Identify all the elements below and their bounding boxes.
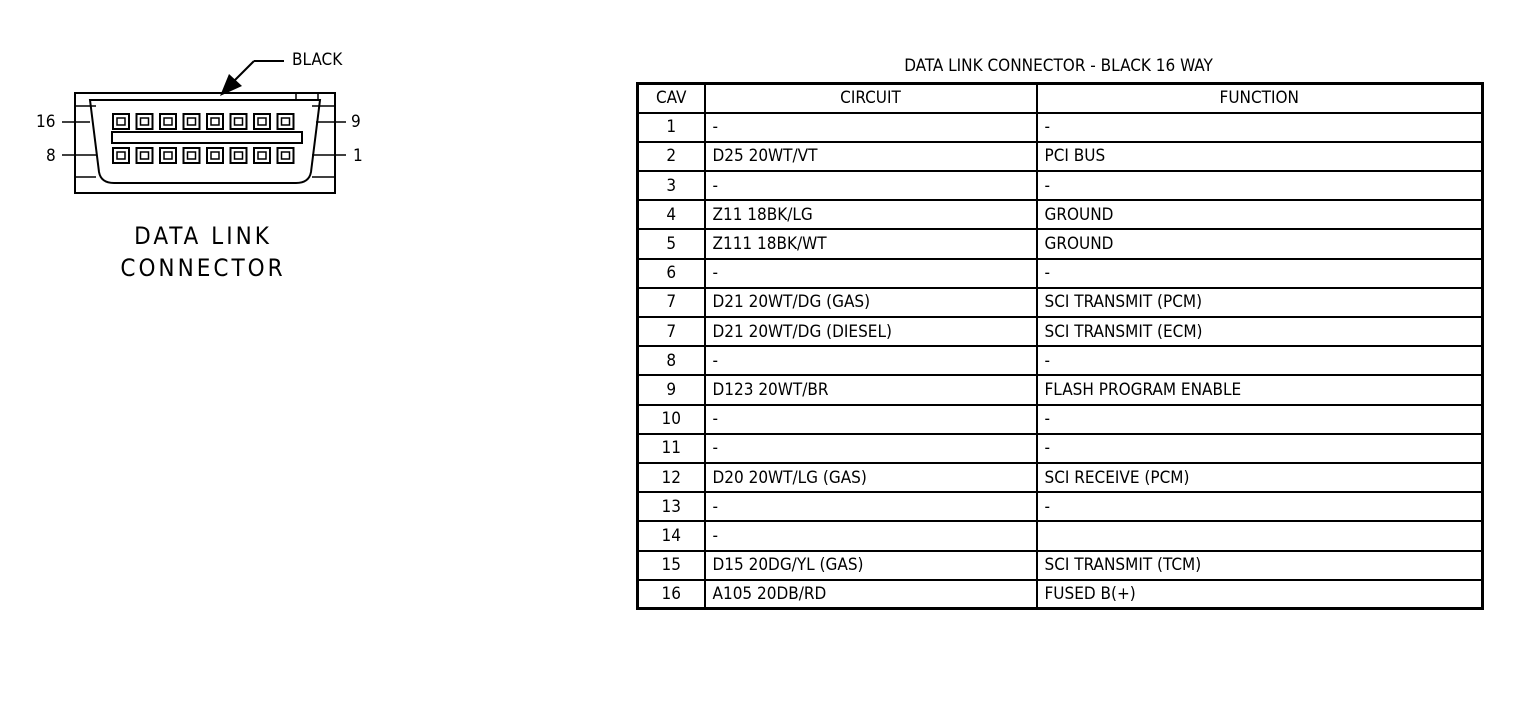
function-cell: - <box>1037 171 1483 200</box>
callout-leader-diagonal <box>234 61 254 81</box>
cav-cell: 1 <box>638 113 705 142</box>
function-cell: SCI TRANSMIT (PCM) <box>1037 288 1483 317</box>
cav-cell: 13 <box>638 492 705 521</box>
circuit-cell: D21 20WT/DG (DIESEL) <box>705 317 1037 346</box>
connector-caption-line2: CONNECTOR <box>120 254 286 282</box>
table-row <box>638 405 1483 434</box>
pin-terminal <box>188 152 196 159</box>
circuit-cell: D15 20DG/YL (GAS) <box>705 551 1037 580</box>
pin-cavity <box>254 114 270 129</box>
circuit-cell: - <box>705 171 1037 200</box>
pin-row-bottom <box>113 148 294 163</box>
circuit-cell: D123 20WT/BR <box>705 375 1037 404</box>
pin-terminal <box>258 118 266 125</box>
pin-terminal <box>141 118 149 125</box>
table-row <box>638 375 1483 404</box>
cav-cell: 3 <box>638 171 705 200</box>
table-row <box>638 346 1483 375</box>
table-row <box>638 551 1483 580</box>
cav-cell: 14 <box>638 521 705 550</box>
function-cell: - <box>1037 259 1483 288</box>
connector-caption-line1: DATA LINK <box>134 222 272 250</box>
pin-terminal <box>141 152 149 159</box>
function-cell: - <box>1037 346 1483 375</box>
circuit-cell: Z11 18BK/LG <box>705 200 1037 229</box>
function-cell: SCI TRANSMIT (TCM) <box>1037 551 1483 580</box>
function-cell: SCI TRANSMIT (ECM) <box>1037 317 1483 346</box>
function-cell: - <box>1037 492 1483 521</box>
pin-cavity <box>254 148 270 163</box>
circuit-cell: D21 20WT/DG (GAS) <box>705 288 1037 317</box>
pin-cavity <box>137 114 153 129</box>
connector-caption <box>100 220 306 284</box>
table-row <box>638 463 1483 492</box>
pin-label-9: 9 <box>351 112 361 132</box>
pin-terminal <box>258 152 266 159</box>
connector-figure <box>0 0 600 300</box>
pinout-table <box>636 82 1484 610</box>
table-row <box>638 259 1483 288</box>
circuit-cell: - <box>705 434 1037 463</box>
table-row <box>638 229 1483 258</box>
table-row <box>638 317 1483 346</box>
connector-shell <box>90 100 320 183</box>
cav-cell: 4 <box>638 200 705 229</box>
pin-label-16: 16 <box>36 112 56 132</box>
table-row <box>638 580 1483 609</box>
pin-cavity <box>231 114 247 129</box>
function-cell: GROUND <box>1037 200 1483 229</box>
circuit-cell: A105 20DB/RD <box>705 580 1037 609</box>
circuit-cell: - <box>705 113 1037 142</box>
circuit-cell: - <box>705 259 1037 288</box>
function-cell: FUSED B(+) <box>1037 580 1483 609</box>
table-title: DATA LINK CONNECTOR - BLACK 16 WAY <box>904 56 1213 76</box>
circuit-cell: Z111 18BK/WT <box>705 229 1037 258</box>
circuit-cell: - <box>705 521 1037 550</box>
pin-label-1: 1 <box>353 146 363 166</box>
pin-row-top <box>113 114 294 129</box>
cav-cell: 7 <box>638 288 705 317</box>
table-row <box>638 434 1483 463</box>
pin-cavity <box>207 148 223 163</box>
pin-terminal <box>211 152 219 159</box>
pin-cavity <box>160 148 176 163</box>
pin-terminal <box>188 118 196 125</box>
circuit-cell: - <box>705 492 1037 521</box>
circuit-cell: D20 20WT/LG (GAS) <box>705 463 1037 492</box>
pin-cavity <box>160 114 176 129</box>
cav-cell: 2 <box>638 142 705 171</box>
pin-cavity <box>278 148 294 163</box>
function-cell: GROUND <box>1037 229 1483 258</box>
header-circuit: CIRCUIT <box>705 84 1037 113</box>
table-row <box>638 288 1483 317</box>
pin-cavity <box>113 148 129 163</box>
pin-cavity <box>184 148 200 163</box>
header-function: FUNCTION <box>1037 84 1483 113</box>
pin-terminal <box>282 118 290 125</box>
function-cell: - <box>1037 434 1483 463</box>
table-row <box>638 171 1483 200</box>
pin-terminal <box>235 118 243 125</box>
cav-cell: 10 <box>638 405 705 434</box>
cav-cell: 9 <box>638 375 705 404</box>
connector-color-callout: BLACK <box>292 50 343 70</box>
pin-terminal <box>164 152 172 159</box>
pin-cavity <box>113 114 129 129</box>
header-cav: CAV <box>638 84 705 113</box>
cav-cell: 6 <box>638 259 705 288</box>
function-cell: FLASH PROGRAM ENABLE <box>1037 375 1483 404</box>
function-cell: - <box>1037 113 1483 142</box>
pin-cavity <box>184 114 200 129</box>
cav-cell: 12 <box>638 463 705 492</box>
table-row <box>638 521 1483 550</box>
connector-key-bar <box>112 132 302 143</box>
pin-terminal <box>282 152 290 159</box>
circuit-cell: - <box>705 405 1037 434</box>
pin-cavity <box>207 114 223 129</box>
table-row <box>638 492 1483 521</box>
pin-terminal <box>117 118 125 125</box>
function-cell: SCI RECEIVE (PCM) <box>1037 463 1483 492</box>
pin-label-8: 8 <box>46 146 56 166</box>
circuit-cell: D25 20WT/VT <box>705 142 1037 171</box>
pin-terminal <box>117 152 125 159</box>
cav-cell: 16 <box>638 580 705 609</box>
pin-cavity <box>231 148 247 163</box>
table-row <box>638 200 1483 229</box>
cav-cell: 11 <box>638 434 705 463</box>
table-header-row <box>638 84 1483 113</box>
cav-cell: 5 <box>638 229 705 258</box>
cav-cell: 8 <box>638 346 705 375</box>
function-cell <box>1037 521 1483 550</box>
pin-terminal <box>235 152 243 159</box>
pin-terminal <box>164 118 172 125</box>
cav-cell: 7 <box>638 317 705 346</box>
function-cell: - <box>1037 405 1483 434</box>
table-row <box>638 113 1483 142</box>
pin-cavity <box>137 148 153 163</box>
table-row <box>638 142 1483 171</box>
function-cell: PCI BUS <box>1037 142 1483 171</box>
pin-cavity <box>278 114 294 129</box>
pin-terminal <box>211 118 219 125</box>
circuit-cell: - <box>705 346 1037 375</box>
cav-cell: 15 <box>638 551 705 580</box>
